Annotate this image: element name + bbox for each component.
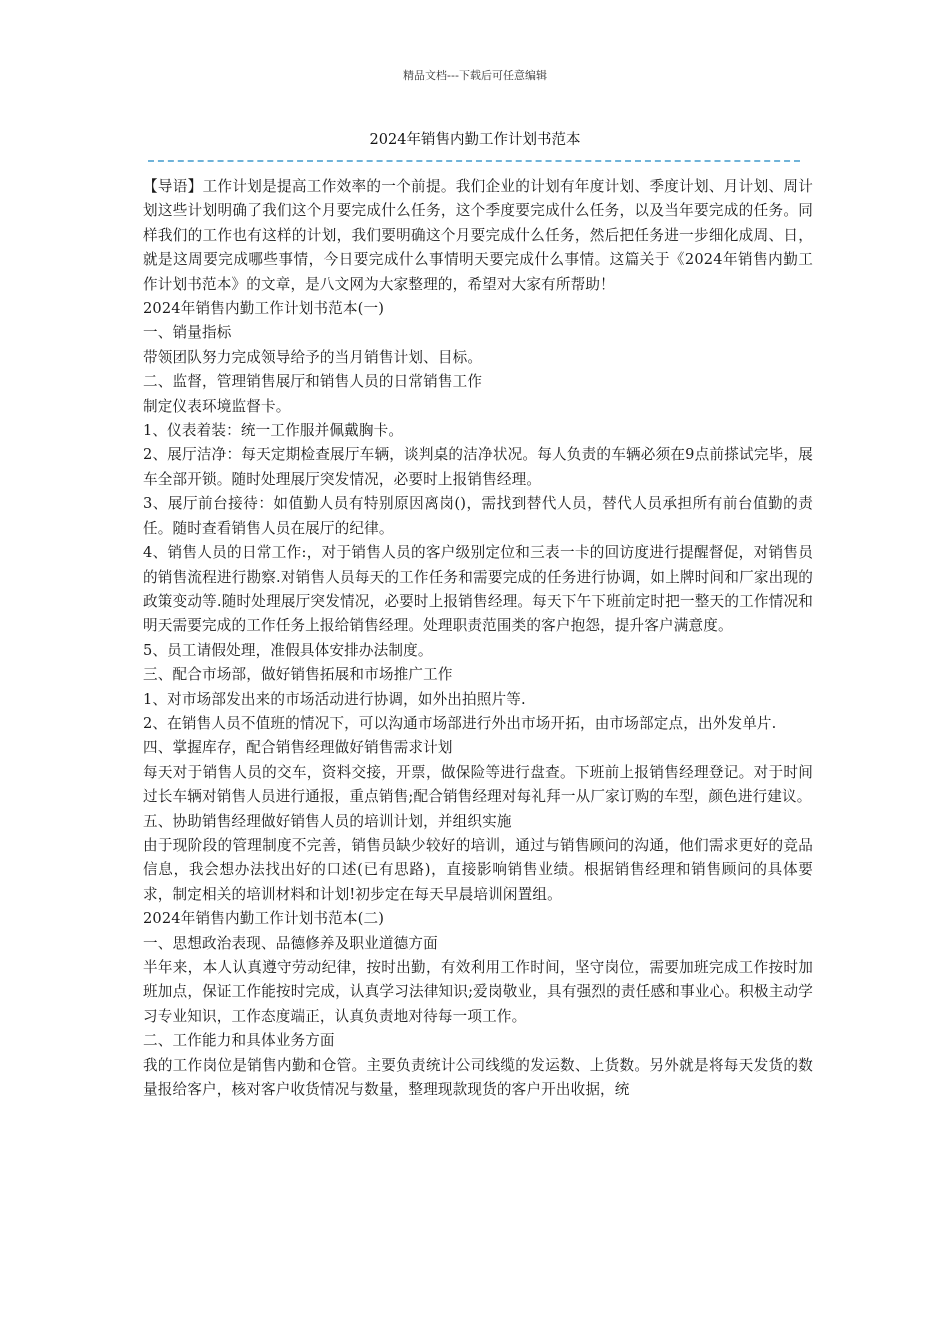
page-header-note: 精品文档---下载后可任意编辑 — [403, 69, 547, 82]
body-paragraph: 半年来，本人认真遵守劳动纪律，按时出勤，有效利用工作时间，坚守岗位，需要加班完成工作按时加班加点，保证工作能按时完成，认真学习法律知识;爱岗敬业，具有强烈的责任感和事业心。积极主动学习专业知识，工作态度端正，认真负责地对待每一项工作。 — [143, 959, 813, 1025]
intro-paragraph: 【导语】工作计划是提高工作效率的一个前提。我们企业的计划有年度计划、季度计划、月计划、周计划这些计划明确了我们这个月要完成什么任务，这个季度要完成什么任务，以及当年要完成的任务。同样我们的工作也有这样的计划，我们要明确这个月要完成什么任务，然后把任务进一步细化成周、日，就是这周要完成哪些事情，今日要完成什么事情明天要完成什么事情。这篇关于《2024年销售内勤工作计划书范本》的文章，是八文网为大家整理的，希望对大家有所帮助！ — [143, 178, 813, 293]
document-body — [143, 175, 813, 1102]
subheading: 五、协助销售经理做好销售人员的培训计划，并组织实施 — [143, 812, 512, 830]
subheading: 二、工作能力和具体业务方面 — [143, 1032, 335, 1050]
list-item: 3、展厅前台接待：如值勤人员有特别原因离岗()，需找到替代人员，替代人员承担所有前台值勤的责任。随时查看销售人员在展厅的纪律。 — [143, 495, 813, 537]
section-heading: 2024年销售内勤工作计划书范本(一) — [143, 300, 385, 318]
document-title: 2024年销售内勤工作计划书范本 — [369, 132, 581, 148]
subheading: 一、销量指标 — [143, 324, 232, 342]
subheading: 一、思想政治表现、品德修养及职业道德方面 — [143, 934, 438, 952]
list-item: 5、员工请假处理，准假具体安排办法制度。 — [143, 641, 433, 659]
body-paragraph: 我的工作岗位是销售内勤和仓管。主要负责统计公司线缆的发运数、上货数。另外就是将每天发货的数量报给客户，核对客户收货情况与数量，整理现款现货的客户开出收据，统 — [143, 1056, 813, 1099]
section-heading: 2024年销售内勤工作计划书范本(二) — [143, 910, 385, 928]
list-item: 1、仪表着装：统一工作服并佩戴胸卡。 — [143, 422, 404, 440]
body-paragraph: 由于现阶段的管理制度不完善，销售员缺少较好的培训，通过与销售顾问的沟通，他们需求更好的竞品信息，我会想办法找出好的口述(已有思路)，直接影响销售业绩。根据销售经理和销售顾问的具体要求，制定相关的培训材料和计划!初步定在每天早晨培训闲置组。 — [143, 836, 813, 903]
body-paragraph: 带领团队努力完成领导给予的当月销售计划、目标。 — [143, 348, 483, 366]
body-paragraph: 制定仪表环境监督卡。 — [143, 397, 291, 415]
list-item: 4、销售人员的日常工作:，对于销售人员的客户级别定位和三表一卡的回访度进行提醒督促，对销售员的销售流程进行勘察.对销售人员每天的工作任务和需要完成的任务进行协调，如上牌时间和厂家出现的政策变动等.随时处理展厅突发情况，必要时上报销售经理。每天下午下班前定时把一整天的工作情况和明天需要完成的工作任务上报给销售经理。处理职责范围类的客户抱怨，提升客户满意度。 — [143, 544, 813, 635]
list-item: 2、在销售人员不值班的情况下，可以沟通市场部进行外出市场开拓，由市场部定点，出外发单片. — [143, 714, 777, 732]
list-item: 2、展厅洁净：每天定期检查展厅车辆，谈判桌的洁净状况。每人负责的车辆必须在9点前搽试完毕，展车全部开锁。随时处理展厅突发情况，必要时上报销售经理。 — [143, 446, 813, 488]
body-paragraph: 每天对于销售人员的交车，资料交接，开票，做保险等进行盘查。下班前上报销售经理登记。对于时间过长车辆对销售人员进行通报，重点销售;配合销售经理对每礼拜一从厂家订购的车型，颜色进行建议。 — [143, 763, 813, 806]
subheading: 三、配合市场部，做好销售拓展和市场推广工作 — [143, 666, 453, 684]
subheading: 四、掌握库存，配合销售经理做好销售需求计划 — [143, 739, 453, 757]
subheading: 二、监督，管理销售展厅和销售人员的日常销售工作 — [143, 373, 483, 391]
title-divider — [148, 160, 800, 162]
list-item: 1、对市场部发出来的市场活动进行协调，如外出拍照片等. — [143, 690, 526, 708]
